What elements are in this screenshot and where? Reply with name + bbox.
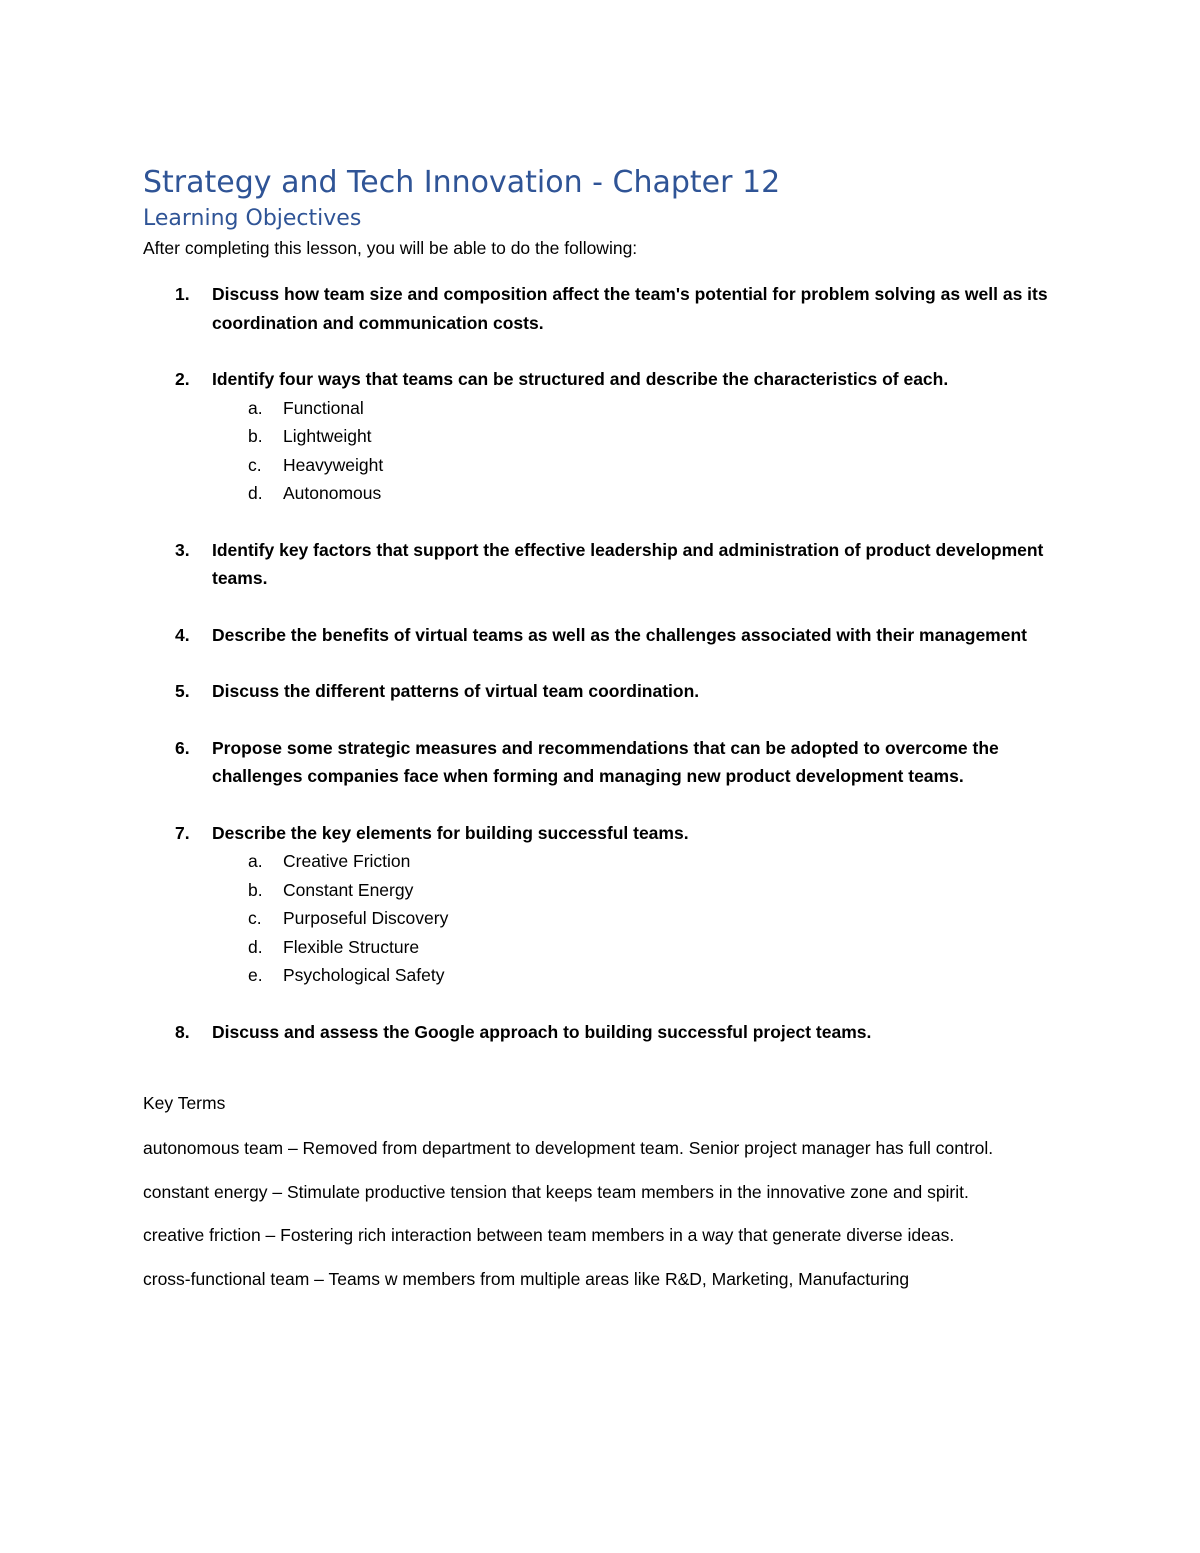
objective-text: Identify key factors that support the effective leadership and administration of product development teams. <box>212 539 1044 588</box>
document-title: Strategy and Tech Innovation - Chapter 12 <box>143 165 781 200</box>
objective-text: Discuss how team size and composition affect the team's potential for problem solving as well as its coordination and communication costs. <box>212 284 1048 333</box>
objective-text: Discuss the different patterns of virtual team coordination. <box>212 681 700 701</box>
key-term-definition: cross-functional team – Teams w members from multiple areas like R&D, Marketing, Manufacturing <box>143 1268 910 1289</box>
key-term-definition: autonomous team – Removed from department to development team. Senior project manager has full control. <box>143 1138 994 1158</box>
objective-number: 1. <box>175 284 190 304</box>
sublist-letter: d. <box>248 936 263 957</box>
objective-number: 2. <box>175 369 190 389</box>
objective-number: 3. <box>175 539 190 560</box>
sublist-text: Autonomous <box>283 483 382 503</box>
sublist-letter: a. <box>248 397 263 418</box>
objective-item <box>143 621 1073 650</box>
sublist-letter: c. <box>248 454 262 475</box>
objective-text: Identify four ways that teams can be structured and describe the characteristics of each. <box>212 369 949 389</box>
sublist-letter: e. <box>248 965 263 985</box>
objective-text: Discuss and assess the Google approach to building successful project teams. <box>212 1021 872 1042</box>
sublist-item <box>212 422 1073 451</box>
sublist-item <box>212 847 1073 876</box>
sublist-text: Purposeful Discovery <box>283 908 449 928</box>
objective-number: 6. <box>175 737 190 758</box>
intro-paragraph: After completing this lesson, you will be able to do the following: <box>143 238 638 258</box>
objective-text: Describe the benefits of virtual teams as well as the challenges associated with their management <box>212 624 1027 645</box>
objective-number: 4. <box>175 624 190 645</box>
sublist-item <box>212 876 1073 905</box>
key-terms-list <box>143 1134 1063 1308</box>
objectives-list <box>143 280 1073 1074</box>
sublist-text: Psychological Safety <box>283 965 445 985</box>
section-heading-learning-objectives: Learning Objectives <box>143 206 362 231</box>
sublist-item <box>212 479 1073 508</box>
objective-item <box>143 365 1073 508</box>
sublist-letter: d. <box>248 483 263 503</box>
key-term-definition: constant energy – Stimulate productive tension that keeps team members in the innovative zone and spirit. <box>143 1181 969 1202</box>
objective-sublist <box>212 394 1073 508</box>
sublist-text: Heavyweight <box>283 454 384 475</box>
objective-item <box>143 819 1073 990</box>
objective-number: 7. <box>175 822 190 843</box>
objective-number: 5. <box>175 681 190 701</box>
sublist-item <box>212 904 1073 933</box>
objective-item <box>143 677 1073 706</box>
key-term-definition: creative friction – Fostering rich interaction between team members in a way that generate diverse ideas. <box>143 1225 955 1245</box>
sublist-letter: a. <box>248 851 263 871</box>
objective-item <box>143 734 1073 791</box>
sublist-letter: b. <box>248 426 263 446</box>
objective-text: Propose some strategic measures and recommendations that can be adopted to overcome the challenges companies face when forming and managing new product development teams. <box>212 737 999 786</box>
sublist-item <box>212 451 1073 480</box>
sublist-item <box>212 961 1073 990</box>
objective-item <box>143 1018 1073 1047</box>
objective-item <box>143 536 1073 593</box>
sublist-text: Lightweight <box>283 426 372 446</box>
objective-item <box>143 280 1073 337</box>
sublist-text: Creative Friction <box>283 851 411 871</box>
sublist-text: Functional <box>283 397 364 418</box>
sublist-text: Flexible Structure <box>283 936 420 957</box>
sublist-letter: c. <box>248 908 262 928</box>
sublist-text: Constant Energy <box>283 879 414 900</box>
key-terms-heading: Key Terms <box>143 1093 226 1113</box>
sublist-item <box>212 394 1073 423</box>
sublist-item <box>212 933 1073 962</box>
sublist-letter: b. <box>248 879 263 900</box>
objective-text: Describe the key elements for building successful teams. <box>212 822 689 843</box>
objective-number: 8. <box>175 1021 190 1042</box>
objective-sublist <box>212 847 1073 990</box>
